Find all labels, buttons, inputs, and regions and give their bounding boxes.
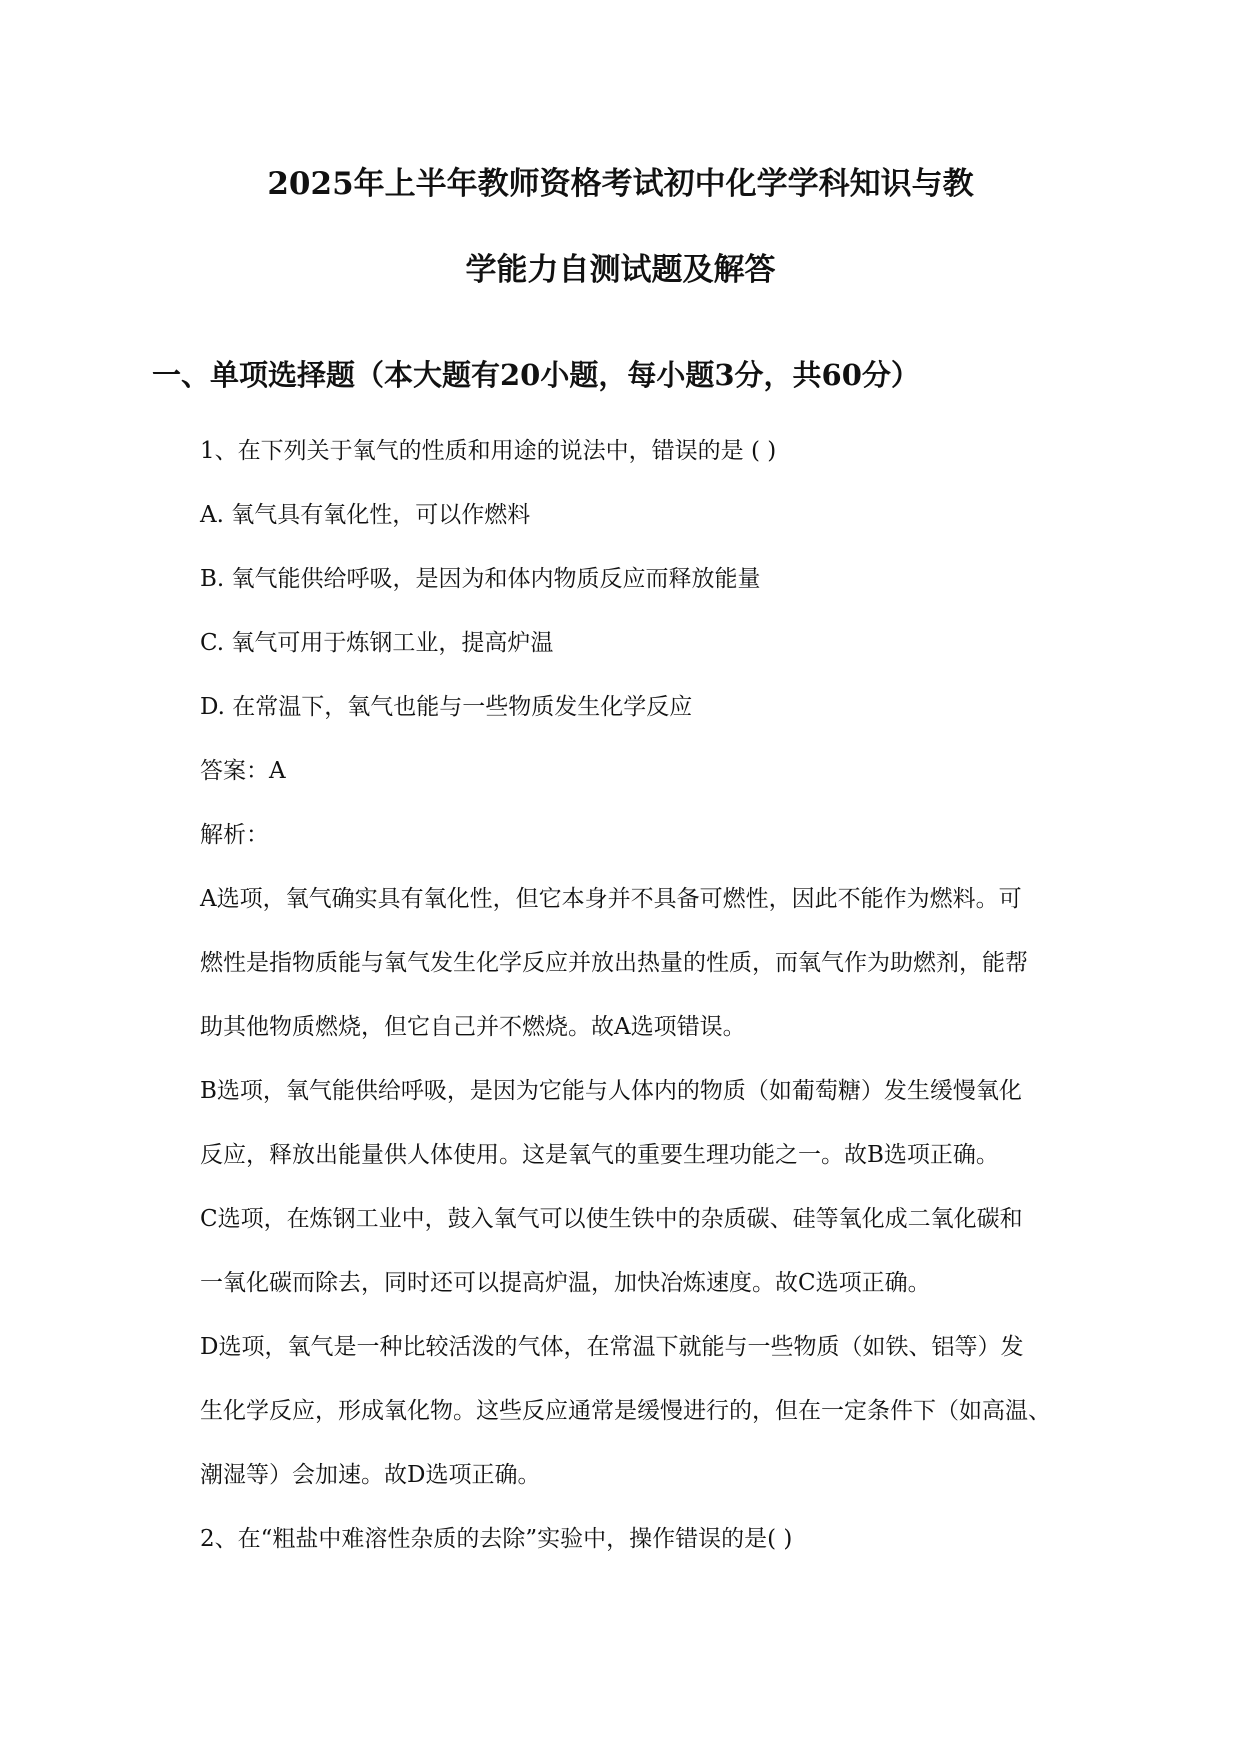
question-1-analysis-label: 解析： bbox=[200, 822, 269, 848]
question-1-option-a: A. 氧气具有氧化性，可以作燃料 bbox=[200, 502, 531, 528]
document-title-line1: 2025年上半年教师资格考试初中化学学科知识与教 bbox=[267, 166, 974, 202]
question-1-option-c: C. 氧气可用于炼钢工业，提高炉温 bbox=[200, 630, 554, 656]
question-1-answer: 答案：A bbox=[200, 758, 286, 784]
analysis-line: 反应，释放出能量供人体使用。这是氧气的重要生理功能之一。故B选项正确。 bbox=[200, 1142, 999, 1168]
document-title-line2: 学能力自测试题及解答 bbox=[465, 252, 776, 288]
question-1-option-d: D. 在常温下，氧气也能与一些物质发生化学反应 bbox=[200, 694, 693, 720]
analysis-line: C选项，在炼钢工业中，鼓入氧气可以使生铁中的杂质碳、硅等氧化成二氧化碳和 bbox=[200, 1206, 1023, 1232]
section-heading: 一、单项选择题（本大题有20小题，每小题3分，共60分） bbox=[152, 358, 920, 392]
question-1-option-b: B. 氧气能供给呼吸，是因为和体内物质反应而释放能量 bbox=[200, 566, 761, 592]
question-2-stem: 2、在“粗盐中难溶性杂质的去除”实验中，操作错误的是( ) bbox=[200, 1526, 793, 1552]
analysis-line: A选项，氧气确实具有氧化性，但它本身并不具备可燃性，因此不能作为燃料。可 bbox=[200, 886, 1022, 912]
analysis-line: 一氧化碳而除去，同时还可以提高炉温，加快冶炼速度。故C选项正确。 bbox=[200, 1270, 931, 1296]
analysis-line: B选项，氧气能供给呼吸，是因为它能与人体内的物质（如葡萄糖）发生缓慢氧化 bbox=[200, 1078, 1022, 1104]
question-1-stem: 1、在下列关于氧气的性质和用途的说法中，错误的是 ( ) bbox=[200, 438, 777, 464]
analysis-line: 助其他物质燃烧，但它自己并不燃烧。故A选项错误。 bbox=[200, 1014, 746, 1040]
analysis-line: D选项，氧气是一种比较活泼的气体，在常温下就能与一些物质（如铁、铝等）发 bbox=[200, 1334, 1024, 1360]
analysis-line: 燃性是指物质能与氧气发生化学反应并放出热量的性质，而氧气作为助燃剂，能帮 bbox=[200, 950, 1028, 976]
analysis-line: 生化学反应，形成氧化物。这些反应通常是缓慢进行的，但在一定条件下（如高温、 bbox=[200, 1398, 1051, 1424]
analysis-line: 潮湿等）会加速。故D选项正确。 bbox=[200, 1462, 541, 1488]
